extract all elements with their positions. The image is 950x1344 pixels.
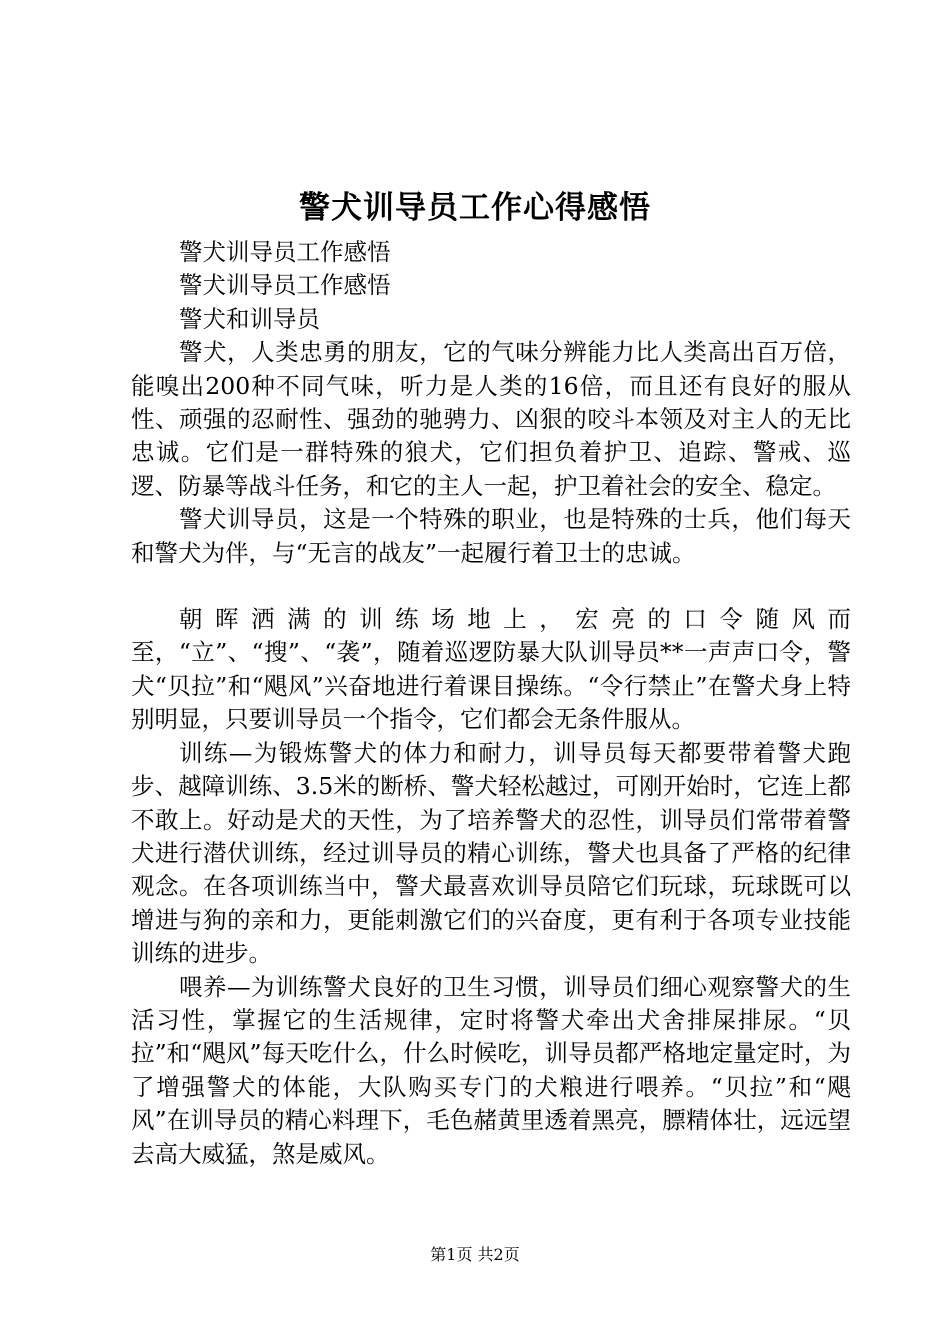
paragraph-intro: 警犬，人类忠勇的朋友，它的气味分辨能力比人类高出百万倍，能嗅出200种不同气味，听力是人类的16倍，而且还有良好的服从性、顽强的忍耐性、强劲的驰骋力、凶狠的咬斗本领及对主人的无比忠诚。它们是一群特殊的狼犬，它们担负着护卫、追踪、警戒、巡逻、防暴等战斗任务，和它的主人一起，护卫着社会的安全、稳定。 [131,338,851,500]
document-title: 警犬训导员工作心得感悟 [299,190,651,226]
paragraph-feeding: 喂养—为训练警犬良好的卫生习惯，训导员们细心观察警犬的生活习性，掌握它的生活规律，定时将警犬牵出犬舍排屎排尿。“贝拉”和“飓风”每天吃什么，什么时候吃，训导员都严格地定量定时，为了增强警犬的体能，大队购买专门的犬粮进行喂养。“贝拉”和“飓风”在训导员的精心料理下，毛色赭黄里透着黑亮，膘精体壮，远远望去高大威猛，煞是威风。 [131,972,851,1168]
paragraph-subtitle-3: 警犬和训导员 [179,304,320,333]
document-body [131,236,851,1171]
paragraph-training-ground: 朝晖洒满的训练场地上，宏亮的口令随风而至，“立”、“搜”、“袭”，随着巡逻防暴大队训导员**一声声口令，警犬“贝拉”和“飓风”兴奋地进行着课目操练。“令行禁止”在警犬身上特别明显，只要训导员一个指令，它们都会无条件服从。 [131,605,851,734]
paragraph-subtitle-2: 警犬训导员工作感悟 [179,271,391,300]
paragraph-subtitle-1: 警犬训导员工作感悟 [179,238,391,266]
page-number-footer: 第1页 共2页 [430,1245,520,1264]
paragraph-training: 训练—为锻炼警犬的体力和耐力，训导员每天都要带着警犬跑步、越障训练、3.5米的断桥、警犬轻松越过，可刚开始时，它连上都不敢上。好动是犬的天性，为了培养警犬的忍性，训导员们常带着警犬进行潜伏训练，经过训导员的精心训练，警犬也具备了严格的纪律观念。在各项训练当中，警犬最喜欢训导员陪它们玩球，玩球既可以增进与狗的亲和力，更能刺激它们的兴奋度，更有利于各项专业技能训练的进步。 [131,738,851,968]
paragraph-trainer-role: 警犬训导员，这是一个特殊的职业，也是特殊的士兵，他们每天和警犬为伴，与“无言的战友”一起履行着卫士的忠诚。 [131,505,851,567]
